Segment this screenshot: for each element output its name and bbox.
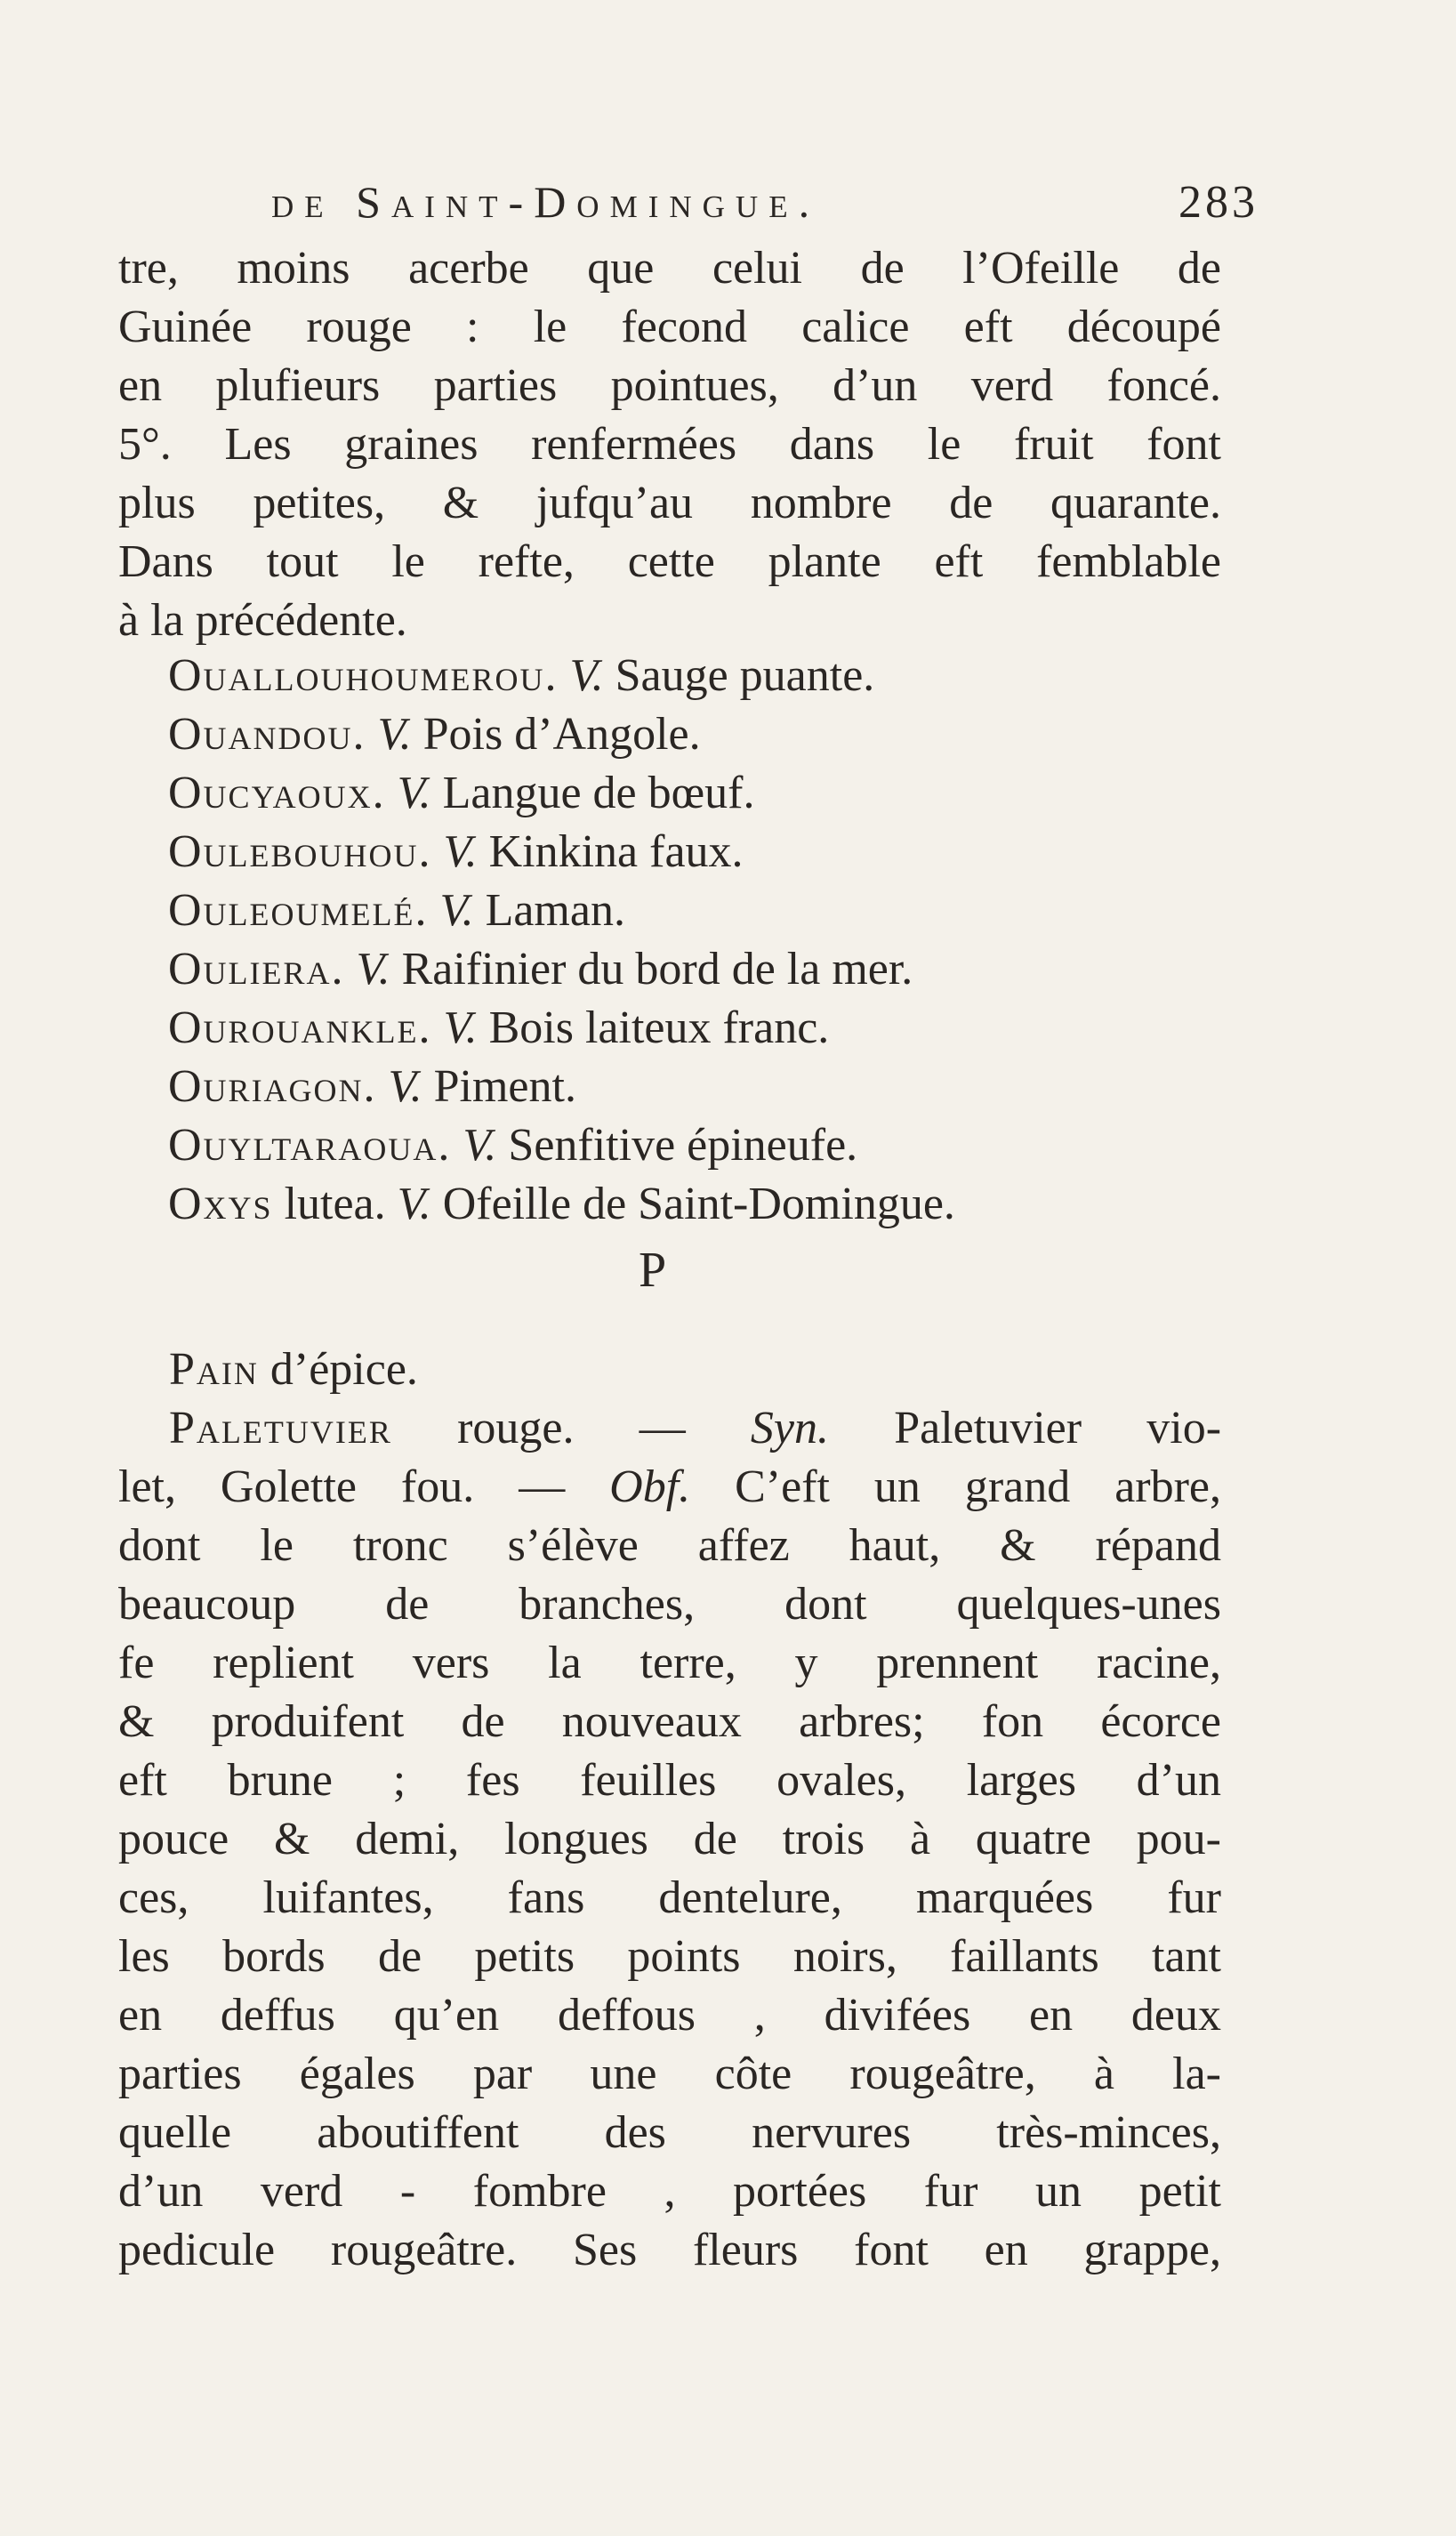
list-item xyxy=(168,1002,829,1055)
entry-ref: V. xyxy=(443,826,478,877)
text-line: & produifent de nouveaux arbres; fon écorce xyxy=(118,1696,1221,1747)
entry-text: Senfitive épineufe. xyxy=(508,1120,858,1171)
entry-ref: V. xyxy=(356,944,390,994)
entry-text: Piment. xyxy=(433,1061,576,1112)
text-line: les bords de petits points noirs, faillants tant xyxy=(118,1931,1221,1982)
obs-label: Obf. xyxy=(609,1461,691,1512)
entry-ref: V. xyxy=(463,1120,497,1171)
text-line: en plufieurs parties pointues, d’un verd foncé. xyxy=(118,360,1221,411)
text-line: dont le tronc s’élève affez haut, & répand xyxy=(118,1520,1221,1571)
entry-text: Raifinier du bord de la mer. xyxy=(401,944,913,994)
text-line: fe replient vers la terre, y prennent racine, xyxy=(118,1638,1221,1688)
entry-head: Ouleoumelé. xyxy=(168,885,429,936)
entry-head: Ouliera. xyxy=(168,944,345,994)
text-line: à la précédente. xyxy=(118,595,407,646)
entry-mid: lutea. xyxy=(284,1179,386,1229)
list-item xyxy=(168,1060,576,1114)
text-line: Dans tout le refte, cette plante eft femblable xyxy=(118,536,1221,587)
entry-head: Oucyaoux. xyxy=(168,768,386,818)
running-head-title: de Saint-Domingue. xyxy=(271,177,821,227)
entry-head: Ouallouhoumerou. xyxy=(168,650,559,701)
text-line: eft brune ; fes feuilles ovales, larges d’un xyxy=(118,1755,1221,1806)
text-line: en deffus qu’en deffous , divifées en deux xyxy=(118,1990,1221,2041)
entry-head: Pain xyxy=(169,1344,259,1395)
entry-ref: V. xyxy=(377,709,412,760)
entry-text: Ofeille de Saint-Domingue. xyxy=(442,1179,955,1229)
text-line: 5°. Les graines renfermées dans le fruit font xyxy=(118,419,1221,470)
entry-head: Ouriagon. xyxy=(168,1061,377,1112)
text-line xyxy=(118,1461,1221,1514)
text-line: Guinée rouge : le fecond calice eft découpé xyxy=(118,302,1221,352)
text-line: d’un verd - fombre , portées fur un petit xyxy=(118,2166,1221,2217)
entry-ref: V. xyxy=(397,768,431,818)
text-line: pedicule rougeâtre. Ses fleurs font en grappe, xyxy=(118,2225,1221,2275)
text-segment: Paletuvier vio- xyxy=(894,1403,1222,1453)
text-segment: let, Golette fou. — xyxy=(118,1461,566,1512)
entry-head: Paletuvier xyxy=(169,1403,392,1453)
syn-label: Syn. xyxy=(750,1403,830,1453)
list-item xyxy=(168,767,755,820)
text-line: plus petites, & jufqu’au nombre de quarante. xyxy=(118,478,1221,528)
text-line xyxy=(169,1402,1221,1455)
text-line: quelle aboutiffent des nervures très-minces, xyxy=(118,2107,1221,2158)
list-item xyxy=(168,825,744,879)
entry-text: Laman. xyxy=(485,885,625,936)
text-line: parties égales par une côte rougeâtre, à la- xyxy=(118,2049,1221,2099)
list-item xyxy=(168,1119,857,1172)
entry-ref: V. xyxy=(397,1179,431,1229)
entry-ref: V. xyxy=(443,1002,478,1053)
entry-ref: V. xyxy=(439,885,474,936)
list-item xyxy=(168,649,874,703)
page-number: 283 xyxy=(1178,177,1259,228)
entry-text: Kinkina faux. xyxy=(488,826,744,877)
entry-text: Langue de bœuf. xyxy=(442,768,755,818)
text-segment: rouge. — xyxy=(457,1403,686,1453)
text-line: beaucoup de branches, dont quelques-unes xyxy=(118,1579,1221,1630)
running-head xyxy=(271,176,1259,238)
text-line: pouce & demi, longues de trois à quatre pou- xyxy=(118,1814,1221,1864)
entry-head: Ouandou. xyxy=(168,709,366,760)
entry-text: Pois d’Angole. xyxy=(422,709,701,760)
section-letter: P xyxy=(639,1243,667,1298)
entry-head: Ouyltaraoua. xyxy=(168,1120,452,1171)
text-segment: C’eft un grand arbre, xyxy=(735,1461,1221,1512)
entry-head: Oulebouhou. xyxy=(168,826,432,877)
text-line: ces, luifantes, fans dentelure, marquées fur xyxy=(118,1872,1221,1923)
entry-text: Bois laiteux franc. xyxy=(488,1002,830,1053)
entry-text: d’épice. xyxy=(269,1344,418,1395)
list-item xyxy=(168,884,625,938)
list-item xyxy=(168,1178,955,1231)
list-item xyxy=(168,708,701,761)
entry-ref: V. xyxy=(388,1061,422,1112)
entry-text: Sauge puante. xyxy=(615,650,875,701)
text-line: tre, moins acerbe que celui de l’Ofeille de xyxy=(118,243,1221,294)
list-item xyxy=(168,943,913,996)
entry-ref: V. xyxy=(569,650,604,701)
list-item xyxy=(169,1343,418,1397)
entry-head: Ourouankle. xyxy=(168,1002,432,1053)
entry-head: Oxys xyxy=(168,1179,273,1229)
